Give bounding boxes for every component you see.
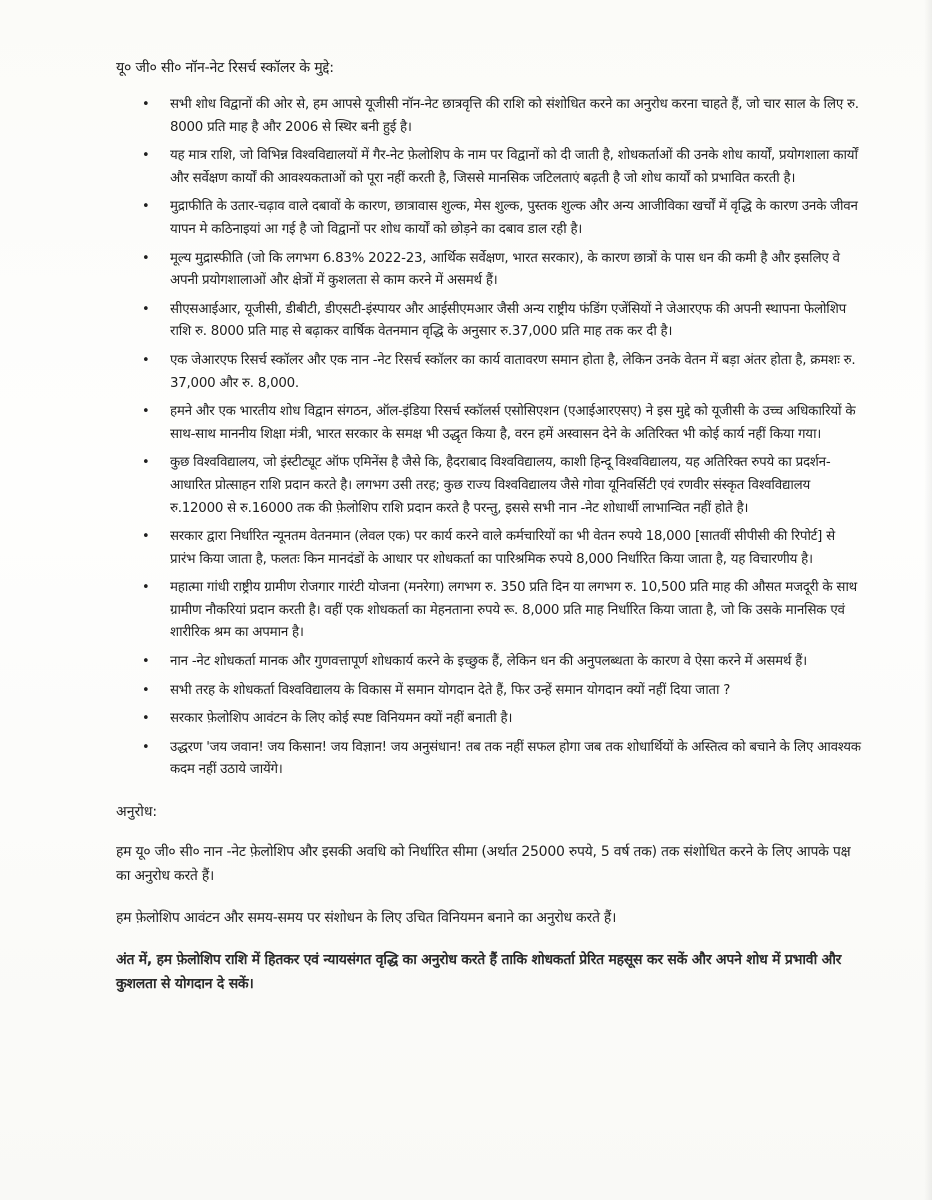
list-item <box>116 577 862 645</box>
bullet-icon: • <box>142 352 150 368</box>
list-item <box>116 680 862 703</box>
document-title: यू० जी० सी० नॉन-नेट रिसर्च स्कॉलर के मुद्दे: <box>116 60 334 76</box>
bullet-icon: • <box>142 250 150 266</box>
bullet-icon: • <box>142 682 150 698</box>
list-item-text: सभी तरह के शोधकर्ता विश्वविद्यालय के विकास में समान योगदान देते हैं, फिर उन्हें समान योगदान क्यों नहीं दिया जाता ? <box>170 682 731 698</box>
bullet-icon: • <box>142 580 150 596</box>
list-item-text: सरकार फ़ेलोशिप आवंटन के लिए कोई स्पष्ट विनियमन क्यों नहीं बनाती है। <box>170 711 513 727</box>
bullet-icon: • <box>142 654 150 670</box>
bullet-icon: • <box>142 301 150 317</box>
list-item-text: हमने और एक भारतीय शोध विद्वान संगठन, ऑल-इंडिया रिसर्च स्कॉलर्स एसोसिएशन (एआईआरएसए) ने इस मुद्दे को यूजीसी के उच्च अधिकारियों के साथ-साथ माननीय शिक्षा मंत्री, भारत सरकार के समक्ष भी उद्धृत किया है, वरन हमें अस्वासन देने के अतिरिक्त भी कोई कार्य नहीं किया गया। <box>170 404 856 442</box>
list-item-text: सभी शोध विद्वानों की ओर से, हम आपसे यूजीसी नॉन-नेट छात्रवृत्ति की राशि को संशोधित करने का अनुरोध करना चाहते हैं, जो चार साल के लिए रु. 8000 प्रति माह है और 2006 से स्थिर बनी हुई है। <box>170 97 859 135</box>
list-item-text: महात्मा गांधी राष्ट्रीय ग्रामीण रोजगार गारंटी योजना (मनरेगा) लगभग रु. 350 प्रति दिन या लगभग रु. 10,500 प्रति माह की औसत मजदूरी के साथ ग्रामीण नौकरियां प्रदान करती है। वहीं एक शोधकर्ता का मेहनताना रुपये रू. 8,000 प्रति माह निर्धारित किया जाता है, जो कि उसके मानसिक एवं शारीरिक श्रम का अपमान है। <box>170 580 857 641</box>
bullet-icon: • <box>142 148 150 164</box>
bullet-icon: • <box>142 455 150 471</box>
list-item <box>116 651 862 674</box>
list-item-text: मुद्राफीति के उतार-चढ़ाव वाले दबावों के कारण, छात्रावास शुल्क, मेस शुल्क, पुस्तक शुल्क और अन्य आजीविका खर्चों में वृद्धि के कारण उनके जीवन यापन मे कठिनाइयां आ गई है जो विद्वानों पर शोध कार्यों को छोड़ने का दबाव डाल रही है। <box>170 199 858 237</box>
list-item-text: कुछ विश्वविद्यालय, जो इंस्टीट्यूट ऑफ एमिनेंस है जैसे कि, हैदराबाद विश्वविद्यालय, काशी हिन्दू विश्वविद्यालय, यह अतिरिक्त रुपये का प्रदर्शन-आधारित प्रोत्साहन राशि प्रदान करते है। लगभग उसी तरह; कुछ राज्य विश्वविद्यालय जैसे गोवा यूनिवर्सिटी एवं रणवीर संस्कृत विश्वविद्यालय रु.12000 से रु.16000 तक की फ़ेलोशिप राशि प्रदान करते है परन्तु, इससे सभी नान -नेट शोधार्थी लाभान्वित नहीं होते है। <box>170 455 831 516</box>
list-item <box>116 196 862 241</box>
bullet-icon: • <box>142 199 150 215</box>
page-edge-shadow <box>924 0 932 1200</box>
list-item <box>116 299 862 344</box>
bullet-icon: • <box>142 739 150 755</box>
closing-paragraph: अंत में, हम फ़ेलोशिप राशि में हितकर एवं न्यायसंगत वृद्धि का अनुरोध करते हैं ताकि शोधकर्ता प्रेरित महसूस कर सकें और अपने शोध में प्रभावी और कुशलता से योगदान दे सकें। <box>116 952 842 993</box>
list-item-text: सरकार द्वारा निर्धारित न्यूनतम वेतनमान (लेवल एक) पर कार्य करने वाले कर्मचारियों का भी वेतन रुपये 18,000 [सातवीं सीपीसी की रिपोर्ट] से प्रारंभ किया जाता है, फलतः किन मानदंडों के आधार पर शोधकर्ता का पारिश्रमिक रुपये 8,000 निर्धारित किया जाता है, यह विचारणीय है। <box>170 529 835 567</box>
list-item <box>116 248 862 293</box>
request-paragraph: हम फ़ेलोशिप आवंटन और समय-समय पर संशोधन के लिए उचित विनियमन बनाने का अनुरोध करते हैं। <box>116 910 617 927</box>
list-item <box>116 708 862 731</box>
list-item <box>116 401 862 446</box>
issue-list <box>116 94 862 782</box>
list-item <box>116 737 862 782</box>
list-item <box>116 526 862 571</box>
request-heading: अनुरोध: <box>116 804 158 821</box>
list-item-text: यह मात्र राशि, जो विभिन्न विश्वविद्यालयों में गैर-नेट फ़ेलोशिप के नाम पर विद्वानों को दी जाती है, शोधकर्ताओं की उनके शोध कार्यों, प्रयोगशाला कार्यों और सर्वेक्षण कार्यों की आवश्यकताओं को पूरा नहीं करती है, जिससे मानसिक जटिलताएं बढ़ती है जो शोध कार्यों को प्रभावित करती है। <box>170 148 858 186</box>
list-item <box>116 350 862 395</box>
bullet-icon: • <box>142 711 150 727</box>
list-item-text: एक जेआरएफ रिसर्च स्कॉलर और एक नान -नेट रिसर्च स्कॉलर का कार्य वातावरण समान होता है, लेकिन उनके वेतन में बड़ा अंतर होता है, क्रमशः रु. 37,000 और रु. 8,000. <box>170 352 856 391</box>
list-item-text: मूल्य मुद्रास्फीति (जो कि लगभग 6.83% 2022-23, आर्थिक सर्वेक्षण, भारत सरकार), के कारण छात्रों के पास धन की कमी है और इसलिए वे अपनी प्रयोगशालाओं और क्षेत्रों में कुशलता से काम करने में असमर्थ हैं। <box>170 250 840 289</box>
list-item-text: उद्धरण 'जय जवान! जय किसान! जय विज्ञान! जय अनुसंधान! तब तक नहीं सफल होगा जब तक शोधार्थियों के अस्तित्व को बचाने के लिए आवश्यक कदम नहीं उठाये जायेंगे। <box>170 739 861 778</box>
bullet-icon: • <box>142 404 150 420</box>
bullet-icon: • <box>142 529 150 545</box>
list-item-text: नान -नेट शोधकर्ता मानक और गुणवत्तापूर्ण शोधकार्य करने के इच्छुक हैं, लेकिन धन की अनुपलब्धता के कारण वे ऐसा करने में असमर्थ हैं। <box>170 654 807 670</box>
list-item <box>116 94 862 139</box>
list-item <box>116 145 862 190</box>
list-item-text: सीएसआईआर, यूजीसी, डीबीटी, डीएसटी-इंस्पायर और आईसीएमआर जैसी अन्य राष्ट्रीय फंडिंग एजेंसियों ने जेआरएफ की अपनी स्थापना फेलोशिप राशि रु. 8000 प्रति माह से बढ़ाकर वार्षिक वेतनमान वृद्धि के अनुसार रु.37,000 प्रति माह तक कर दी है। <box>170 301 846 340</box>
list-item <box>116 452 862 520</box>
bullet-icon: • <box>142 97 150 112</box>
request-paragraph: हम यू० जी० सी० नान -नेट फ़ेलोशिप और इसकी अवधि को निर्धारित सीमा (अर्थात 25000 रुपये, 5 वर्ष तक) तक संशोधित करने के लिए आपके पक्ष का अनुरोध करते हैं। <box>116 844 851 885</box>
